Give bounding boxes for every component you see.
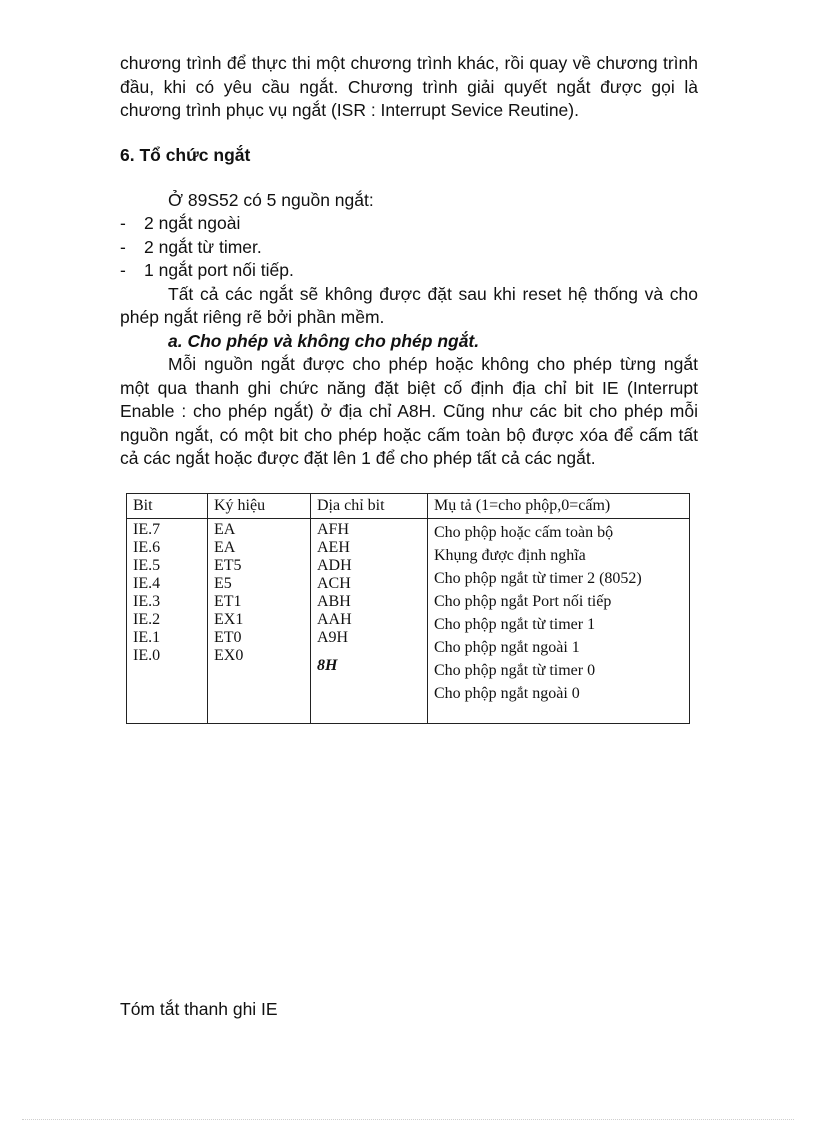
summary-caption: Tóm tắt thanh ghi IE bbox=[120, 999, 278, 1019]
table-header-row bbox=[127, 494, 690, 519]
sources-intro: Ở 89S52 có 5 nguồn ngắt: bbox=[168, 189, 374, 210]
ie-register-table bbox=[126, 493, 690, 724]
description-column: Cho phộp hoặc cấm toàn bộ Khụng được định nghĩa Cho phộp ngắt từ timer 2 (8052) Cho phộp ngắt Port nối tiếp Cho phộp ngắt từ timer 1 Cho phộp ngắt ngoài 1 Cho phộp ngắt từ timer 0 Cho phộp ngắt ngoài 0 bbox=[428, 519, 690, 724]
interrupt-sources-list bbox=[120, 212, 698, 283]
enable-paragraph: Mỗi nguồn ngắt được cho phép hoặc không cho phép từng ngắt một qua thanh ghi chức năng đặt biệt cố định địa chỉ bit IE (Interrupt Enable : cho phép ngắt) ở địa chỉ A8H. Cũng như các bit cho phép mỗi nguồn ngắt, có một bit cho phép hoặc cấm toàn bộ được xóa để cấm tất cả các ngắt hoặc được đặt lên 1 để cho phép tất cả các ngắt. bbox=[120, 354, 698, 468]
page-bottom-rule bbox=[22, 1119, 794, 1120]
list-item: - 2 ngắt từ timer. bbox=[120, 236, 698, 260]
reset-paragraph: Tất cả các ngắt sẽ không được đặt sau khi reset hệ thống và cho phép ngắt riêng rẽ bởi phần mềm. bbox=[120, 283, 698, 327]
header-symbol: Ký hiệu bbox=[208, 494, 311, 519]
bullet-dash: - bbox=[120, 213, 126, 233]
bit-column: IE.7 IE.6 IE.5 IE.4 IE.3 IE.2 IE.1 IE.0 bbox=[127, 519, 208, 724]
address-column: AFH AEH ADH ACH ABH AAH A9H 8H bbox=[311, 519, 428, 724]
document-page bbox=[120, 52, 698, 471]
intro-paragraph: chương trình để thực thi một chương trình khác, rồi quay về chương trình đầu, khi có yêu cầu ngắt. Chương trình giải quyết ngắt được gọi là chương trình phục vụ ngắt (ISR : Interrupt Sevice Reutine). bbox=[120, 53, 698, 120]
table-row bbox=[127, 519, 690, 724]
section-title: 6. Tổ chức ngắt bbox=[120, 144, 251, 165]
symbol-column: EA EA ET5 E5 ET1 EX1 ET0 EX0 bbox=[208, 519, 311, 724]
header-bit: Bit bbox=[127, 494, 208, 519]
header-address: Dịa chỉ bit bbox=[311, 494, 428, 519]
subheading: a. Cho phép và không cho phép ngắt. bbox=[168, 330, 480, 351]
list-item: - 2 ngắt ngoài bbox=[120, 212, 698, 236]
header-description: Mụ tả (1=cho phộp,0=cấm) bbox=[428, 494, 690, 519]
bullet-dash: - bbox=[120, 236, 126, 257]
bullet-dash: - bbox=[120, 260, 126, 280]
list-item: - 1 ngắt port nối tiếp. bbox=[120, 259, 698, 283]
